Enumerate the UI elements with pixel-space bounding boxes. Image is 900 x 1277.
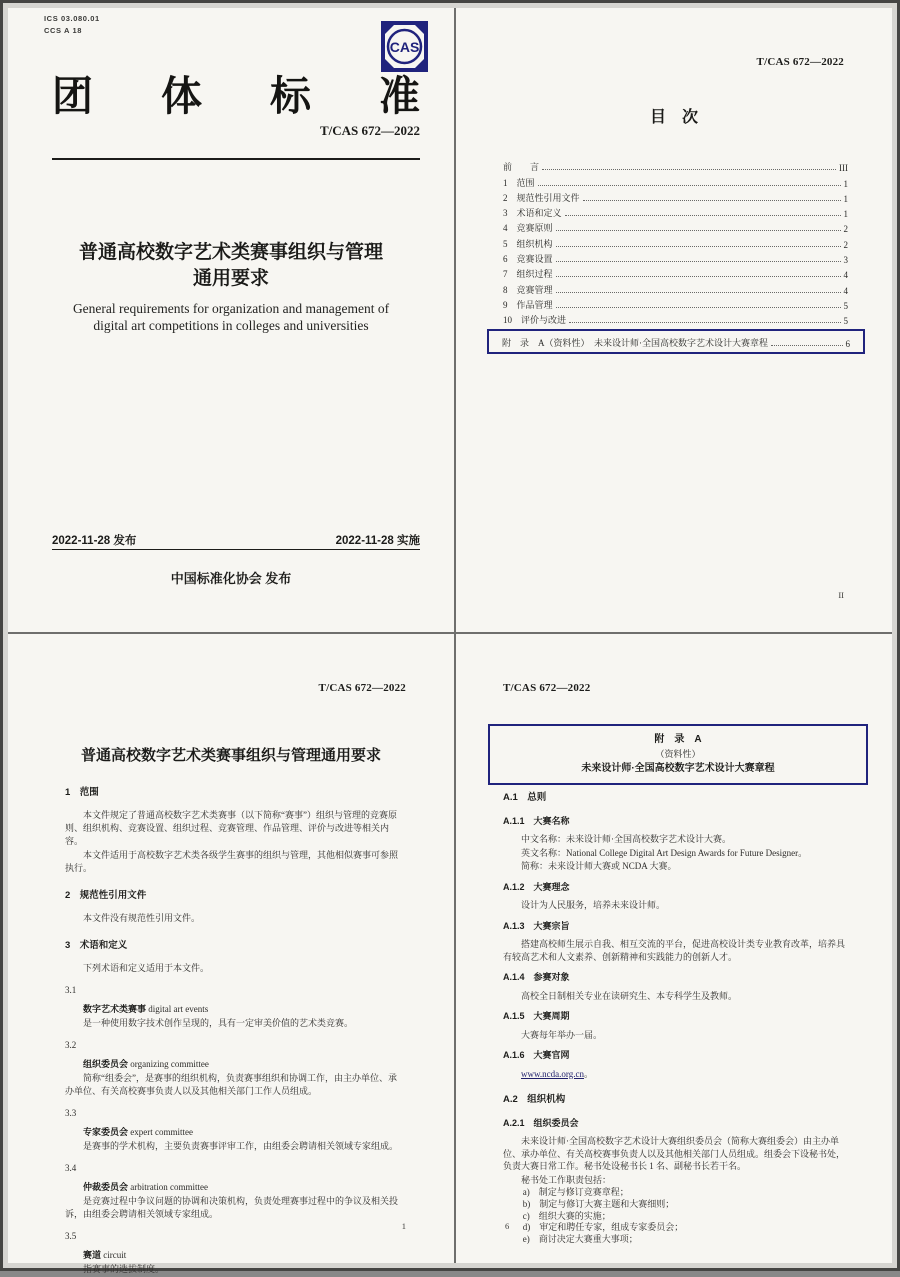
banner-char: 团 [52,73,93,119]
term-chinese: 组织委员会 [83,1059,129,1069]
term-english: arbitration committee [128,1182,208,1192]
term-line [65,1249,400,1262]
term-line [65,1181,400,1194]
toc-title: 目 次 [649,109,698,126]
toc-entry-page: 3 [843,255,848,266]
clause-number: 3.5 [65,1231,77,1241]
section-heading: A.2 组织机构 [503,1094,566,1105]
section-heading: 1 范围 [65,787,99,798]
ccs-code: CCS A 18 [44,26,83,35]
term-line [65,1126,400,1139]
body-page-1 [8,634,454,1274]
page-number: 1 [401,1221,406,1231]
toc-page [456,8,892,632]
term-line [65,1003,400,1016]
toc-entry-page: 2 [843,239,848,250]
toc-leader-dots [542,169,836,170]
section-heading: 2 规范性引用文件 [65,890,147,901]
toc-leader-dots [556,261,841,262]
paragraph: 本文件没有规范性引用文件。 [83,913,201,923]
toc-entry [503,173,848,188]
paragraph: 高校全日制相关专业在读研究生、本专科学生及教师。 [521,990,738,1001]
list-item: d) 审定和聘任专家，组成专家委员会； [522,1222,684,1233]
standard-type-banner [52,73,420,119]
toc-entry-label: 9 作品管理 [503,299,553,310]
paragraph: 未来设计师·全国高校数字艺术设计大赛组织委员会（简称大赛组委会）由主办单位、承办单位、有关高校赛事负责人以及其他相关部门人员组成。组委会下设秘书处，负责大赛日常工作。秘书处设秘书长 1 名、副秘书长若干名。 [503,1136,846,1171]
list-item: c) 组织大赛的实施； [522,1210,611,1221]
cover-page [8,8,454,632]
toc-entry [503,280,848,295]
paragraph: 简称：未来设计师大赛或 NCDA 大赛。 [521,861,677,871]
toc-entry [503,234,848,249]
paragraph: 指赛事的选拔制度。 [83,1264,165,1274]
list-item: a) 制定与修订竞赛章程； [522,1187,629,1197]
toc-entry-page: 4 [843,270,848,281]
toc-entry-page: 1 [843,209,848,220]
toc-entry [503,219,848,234]
toc-entry-label: 10 评价与改进 [503,315,567,326]
term-chinese: 仲裁委员会 [83,1182,129,1192]
paragraph: 中文名称：未来设计师·全国高校数字艺术设计大赛。 [521,834,731,844]
paragraph: 秘书处工作职责包括： [521,1174,612,1185]
toc-entry-label: 6 竞赛设置 [503,254,553,265]
term-english: expert committee [128,1127,193,1137]
toc-entry-label: 1 范围 [503,177,535,188]
page-header-code: T/CAS 672—2022 [503,682,591,694]
paragraph: 搭建高校师生展示自我、相互交流的平台，促进高校设计类专业教育改革，培养具有较高艺术和人文素养、创新精神和实践能力的创新人才。 [503,939,846,962]
paragraph: 大赛每年举办一届。 [521,1029,603,1040]
clause-number: 3.1 [65,985,77,995]
date-rule [52,549,420,550]
section-heading: 3 术语和定义 [65,940,128,951]
toc-leader-dots [556,307,841,308]
term-chinese: 数字艺术类赛事 [83,1004,147,1014]
date-row [52,532,420,548]
toc-leader-dots [556,246,841,247]
term-chinese: 专家委员会 [83,1127,129,1137]
standard-number: T/CAS 672—2022 [319,123,420,138]
toc-entry-page: 2 [843,224,848,235]
document-title-cn [28,240,434,292]
toc-entry-label: 附 录 A（资料性） 未来设计师·全国高校数字艺术设计大赛章程 [502,338,768,349]
banner-char: 准 [379,73,420,119]
paragraph: 是赛事的学术机构，主要负责赛事评审工作，由组委会聘请相关领域专家组成。 [83,1141,399,1151]
implementation-date: 2022-11-28 实施 [335,535,420,547]
toc-entry [503,204,848,219]
term-english: circuit [101,1250,127,1260]
toc-entry-annex-highlighted [487,329,865,354]
toc-entry-label: 4 竞赛原则 [503,223,553,234]
toc-entry [503,189,848,204]
paper-sheet [8,8,892,1274]
clause-number: 3.4 [65,1163,77,1173]
toc-leader-dots [771,345,843,346]
page-number: II [838,590,844,600]
term-line [65,1058,400,1071]
annex-title: 未来设计师·全国高校数字艺术设计大赛章程 [581,763,775,774]
cover-rule [52,158,420,160]
toc-entry-page: 1 [843,193,848,204]
page6-content [503,792,848,1246]
annex-label: 附 录 A [654,734,702,745]
toc-entry-label: 3 术语和定义 [503,208,562,219]
website-link-line [503,1068,848,1081]
toc-entry-page: 4 [843,285,848,296]
paragraph: 英文名称：National College Digital Art Design Awards for Future Designer。 [521,847,808,858]
banner-char: 标 [270,73,311,119]
subsection-heading: A.1.3 大赛宗旨 [503,920,570,931]
toc-entry-label: 5 组织机构 [503,238,553,249]
clause-number: 3.2 [65,1040,77,1050]
paragraph: 设计为人民服务，培养未来设计师。 [521,900,666,910]
title-line-1: 普通高校数字艺术类赛事组织与管理 [78,242,383,263]
page-number: 6 [505,1221,510,1231]
title-line-2: 通用要求 [192,268,269,289]
link-suffix: 。 [583,1068,593,1079]
toc-leader-dots [565,215,841,216]
list-item: b) 制定与修订大赛主题和大赛细则； [522,1198,675,1209]
paragraph: 下列术语和定义适用于本文件。 [83,963,210,973]
subsection-heading: A.1.4 参赛对象 [503,972,570,982]
vertical-page-divider [454,8,456,1263]
website-link[interactable]: www.ncda.org.cn [521,1068,584,1079]
cas-logo-text: CAS [389,39,420,55]
toc-entry-label: 2 规范性引用文件 [503,192,580,203]
title-en-line-2: digital art competitions in colleges and universities [93,318,369,333]
publisher-line: 中国标准化协会 发布 [170,571,292,586]
term-english: organizing committee [128,1059,209,1069]
toc-leader-dots [569,322,840,323]
horizontal-page-divider [8,632,892,634]
toc-leader-dots [556,292,841,293]
subsection-heading: A.1.5 大赛周期 [503,1011,570,1021]
paragraph: 本文件适用于高校数字艺术类各级学生赛事的组织与管理，其他相似赛事可参照执行。 [65,850,399,873]
subsection-heading: A.2.1 组织委员会 [503,1117,579,1128]
toc-entry [503,311,848,326]
annex-title-box [488,724,868,785]
clause-number: 3.3 [65,1108,77,1118]
subsection-heading: A.1.1 大赛名称 [503,815,570,826]
page-header-code: T/CAS 672—2022 [318,682,406,694]
toc-entry-label: 7 组织过程 [503,269,553,280]
toc-entry [503,265,848,280]
title-en-line-1: General requirements for organization and management of [72,301,390,316]
subsection-heading: A.1.6 大赛官网 [503,1050,570,1060]
list-item: e) 商讨决定大赛重大事项； [522,1234,638,1245]
toc-entry [503,296,848,311]
toc-entry [503,250,848,265]
toc-entry-label: 8 竞赛管理 [503,284,553,295]
toc-entry-page: 5 [843,300,848,311]
section-heading: A.1 总则 [503,792,547,803]
cas-logo-icon [381,21,428,72]
classification-codes [44,13,100,37]
toc-entry-page: 6 [845,339,850,350]
toc-entry-page: 1 [843,178,848,189]
subsection-heading: A.1.2 大赛理念 [503,881,570,892]
toc-leader-dots [556,276,841,277]
toc-leader-dots [583,200,841,201]
page1-title: 普通高校数字艺术类赛事组织与管理通用要求 [80,747,381,764]
toc-leader-dots [556,230,841,231]
toc-entry-page: 5 [843,316,848,327]
body-page-6 [456,634,892,1263]
term-chinese: 赛道 [83,1250,102,1260]
toc-entry-page: III [839,163,848,174]
toc-leader-dots [538,185,841,186]
paragraph: 是一种使用数字技术创作呈现的，具有一定审美价值的艺术类竞赛。 [83,1018,354,1028]
term-english: digital art events [146,1004,209,1014]
page1-content [65,786,400,1277]
issue-date: 2022-11-28 发布 [52,535,137,547]
toc-entry [503,158,848,173]
paragraph: 简称“组委会”，是赛事的组织机构，负责赛事组织和协调工作，由主办单位、承办单位、有关高校赛事负责人以及其他相关部门工作人员组成。 [65,1073,397,1096]
banner-char: 体 [161,73,202,119]
document-title-en [28,300,434,334]
toc-entry-label: 前 言 [503,162,540,173]
ics-code: ICS 03.080.01 [44,14,100,23]
paragraph: 本文件规定了普通高校数字艺术类赛事（以下简称“赛事”）组织与管理的竞赛原则、组织机构、竞赛设置、组织过程、竞赛管理、作品管理、评价与改进等相关内容。 [65,810,397,846]
toc-list [503,158,848,354]
page-header-code: T/CAS 672—2022 [756,56,844,68]
annex-informative-label: （资料性） [655,749,701,759]
paragraph: 是竞赛过程中争议问题的协调和决策机构，负责处理赛事过程中的争议及相关投诉，由组委会聘请相关领域专家组成。 [65,1196,399,1219]
